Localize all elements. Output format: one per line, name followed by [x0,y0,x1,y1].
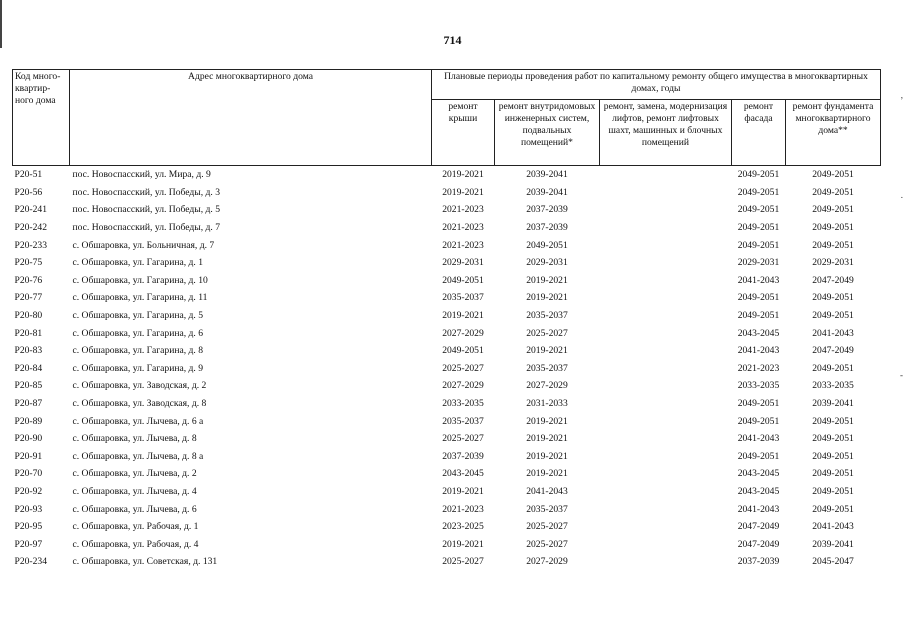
table-row [13,324,881,342]
table-row [13,448,881,466]
cell-engineering: 2027-2029 [526,380,568,392]
table-row [13,518,881,536]
cell-roof: 2035-2037 [442,292,484,304]
cell-foundation: 2049-2051 [812,169,854,181]
header-periods-group: Плановые периоды проведения работ по капитальному ремонту общего имущества в многоквартирных домах, годы [432,70,881,100]
cell-roof: 2019-2021 [442,169,484,181]
cell-foundation: 2033-2035 [812,380,854,392]
cell-address: пос. Новоспасский, ул. Победы, д. 3 [72,186,221,198]
cell-roof: 2023-2025 [442,521,484,533]
cell-engineering: 2035-2037 [526,503,568,515]
cell-roof: 2019-2021 [442,310,484,322]
header-engineering: ремонт внутридомовых инженерных систем, подвальных помещений* [495,100,600,166]
table-row [13,184,881,202]
cell-foundation: 2049-2051 [812,433,854,445]
cell-elevators [600,219,732,237]
cell-roof: 2021-2023 [442,222,484,234]
cell-address: с. Обшаровка, ул. Лычева, д. 2 [72,468,197,480]
table-row [13,236,881,254]
cell-engineering: 2035-2037 [526,362,568,374]
header-facade: ремонт фасада [732,100,786,166]
cell-engineering: 2031-2033 [526,398,568,410]
cell-code: Р20-242 [14,222,48,234]
cell-roof: 2037-2039 [442,450,484,462]
cell-facade: 2049-2051 [737,222,780,234]
cell-roof: 2043-2045 [442,468,484,480]
table-row [13,483,881,501]
cell-roof: 2027-2029 [442,327,484,339]
cell-address: с. Обшаровка, ул. Рабочая, д. 4 [72,538,199,550]
table-row [13,254,881,272]
cell-code: Р20-234 [14,556,48,568]
table-row [13,465,881,483]
cell-roof: 2021-2023 [442,239,484,251]
cell-address: с. Обшаровка, ул. Гагарина, д. 1 [72,257,204,269]
header-foundation: ремонт фундамента многоквартирного дома** [786,100,881,166]
cell-roof: 2019-2021 [442,538,484,550]
cell-roof: 2021-2023 [442,204,484,216]
cell-engineering: 2019-2021 [526,433,568,445]
cell-facade: 2049-2051 [737,398,780,410]
side-mark: , [900,90,903,100]
cell-code: Р20-95 [14,521,43,533]
side-mark: . [900,190,903,200]
cell-address: с. Обшаровка, ул. Гагарина, д. 9 [72,362,204,374]
cell-address: с. Обшаровка, ул. Гагарина, д. 6 [72,327,204,339]
cell-facade: 2033-2035 [737,380,780,392]
cell-engineering: 2039-2041 [526,169,568,181]
capital-repair-table [12,69,881,571]
cell-elevators [600,272,732,290]
cell-code: Р20-97 [14,538,43,550]
cell-elevators [600,535,732,553]
side-mark: - [900,370,903,380]
cell-foundation: 2047-2049 [812,274,854,286]
cell-roof: 2025-2027 [442,556,484,568]
table-row [13,430,881,448]
header-address: Адрес многоквартирного дома [70,70,432,166]
cell-code: Р20-233 [14,239,48,251]
cell-facade: 2043-2045 [737,485,780,497]
cell-code: Р20-87 [14,398,43,410]
cell-engineering: 2037-2039 [526,204,568,216]
cell-foundation: 2049-2051 [812,204,854,216]
cell-foundation: 2049-2051 [812,450,854,462]
table-row [13,307,881,325]
cell-address: с. Обшаровка, ул. Рабочая, д. 1 [72,521,199,533]
cell-facade: 2047-2049 [737,521,780,533]
cell-facade: 2041-2043 [737,345,780,357]
cell-roof: 2033-2035 [442,398,484,410]
cell-address: с. Обшаровка, ул. Лычева, д. 4 [72,485,197,497]
table-row [13,342,881,360]
cell-code: Р20-80 [14,310,43,322]
cell-address: с. Обшаровка, ул. Советская, д. 131 [72,556,218,568]
cell-roof: 2025-2027 [442,433,484,445]
cell-engineering: 2019-2021 [526,345,568,357]
cell-facade: 2047-2049 [737,538,780,550]
cell-foundation: 2049-2051 [812,503,854,515]
cell-address: с. Обшаровка, ул. Больничная, д. 7 [72,239,215,251]
cell-code: Р20-84 [14,362,43,374]
cell-elevators [600,254,732,272]
cell-elevators [600,395,732,413]
cell-engineering: 2019-2021 [526,450,568,462]
cell-address: с. Обшаровка, ул. Лычева, д. 8 а [72,450,204,462]
cell-facade: 2049-2051 [737,204,780,216]
cell-engineering: 2019-2021 [526,415,568,427]
cell-roof: 2049-2051 [442,274,484,286]
cell-address: с. Обшаровка, ул. Лычева, д. 6 [72,503,197,515]
cell-roof: 2021-2023 [442,503,484,515]
cell-foundation: 2049-2051 [812,485,854,497]
cell-elevators [600,184,732,202]
cell-foundation: 2045-2047 [812,556,854,568]
cell-address: с. Обшаровка, ул. Лычева, д. 6 а [72,415,204,427]
cell-elevators [600,553,732,571]
cell-address: с. Обшаровка, ул. Гагарина, д. 5 [72,310,204,322]
page-number: 714 [443,33,462,47]
cell-roof: 2049-2051 [442,345,484,357]
header-roof: ремонт крыши [432,100,495,166]
header-elevators: ремонт, замена, модернизация лифтов, ремонт лифтовых шахт, машинных и блочных помещений [600,100,732,166]
cell-facade: 2029-2031 [737,257,780,269]
cell-address: с. Обшаровка, ул. Заводская, д. 2 [72,380,207,392]
cell-elevators [600,324,732,342]
cell-address: пос. Новоспасский, ул. Победы, д. 7 [72,222,221,234]
cell-foundation: 2041-2043 [812,327,854,339]
cell-foundation: 2049-2051 [812,362,854,374]
cell-elevators [600,500,732,518]
cell-facade: 2041-2043 [737,503,780,515]
cell-engineering: 2035-2037 [526,310,568,322]
cell-engineering: 2039-2041 [526,186,568,198]
cell-code: Р20-76 [14,274,43,286]
cell-foundation: 2047-2049 [812,345,854,357]
cell-code: Р20-56 [14,186,43,198]
cell-code: Р20-77 [14,292,43,304]
cell-facade: 2049-2051 [737,415,780,427]
cell-engineering: 2019-2021 [526,274,568,286]
cell-address: с. Обшаровка, ул. Заводская, д. 8 [72,398,207,410]
cell-code: Р20-70 [14,468,43,480]
header-code: Код много-квартир-ного дома [13,70,70,166]
cell-facade: 2041-2043 [737,433,780,445]
cell-address: с. Обшаровка, ул. Гагарина, д. 11 [72,292,208,304]
cell-code: Р20-90 [14,433,43,445]
cell-foundation: 2029-2031 [812,257,854,269]
cell-foundation: 2049-2051 [812,310,854,322]
table-row [13,377,881,395]
cell-engineering: 2025-2027 [526,327,568,339]
cell-facade: 2037-2039 [737,556,780,568]
cell-elevators [600,236,732,254]
cell-roof: 2019-2021 [442,186,484,198]
table-row [13,412,881,430]
table-row [13,360,881,378]
cell-elevators [600,465,732,483]
cell-code: Р20-51 [14,169,43,181]
cell-address: с. Обшаровка, ул. Лычева, д. 8 [72,433,197,445]
cell-engineering: 2049-2051 [526,239,568,251]
cell-code: Р20-93 [14,503,43,515]
cell-elevators [600,289,732,307]
cell-foundation: 2049-2051 [812,468,854,480]
cell-engineering: 2027-2029 [526,556,568,568]
cell-facade: 2043-2045 [737,327,780,339]
cell-elevators [600,360,732,378]
table-row [13,500,881,518]
cell-code: Р20-83 [14,345,43,357]
cell-elevators [600,166,732,184]
cell-elevators [600,448,732,466]
cell-elevators [600,483,732,501]
table-body [13,166,881,571]
cell-facade: 2049-2051 [737,310,780,322]
cell-code: Р20-89 [14,415,43,427]
cell-elevators [600,412,732,430]
table-row [13,201,881,219]
cell-roof: 2029-2031 [442,257,484,269]
cell-engineering: 2041-2043 [526,485,568,497]
cell-facade: 2049-2051 [737,186,780,198]
table-row [13,553,881,571]
cell-roof: 2027-2029 [442,380,484,392]
cell-foundation: 2041-2043 [812,521,854,533]
cell-engineering: 2019-2021 [526,292,568,304]
cell-foundation: 2039-2041 [812,398,854,410]
cell-engineering: 2025-2027 [526,521,568,533]
table-row [13,535,881,553]
cell-facade: 2041-2043 [737,274,780,286]
cell-foundation: 2049-2051 [812,186,854,198]
cell-engineering: 2029-2031 [526,257,568,269]
cell-facade: 2049-2051 [737,292,780,304]
table-row [13,289,881,307]
cell-engineering: 2025-2027 [526,538,568,550]
table-row [13,166,881,184]
cell-roof: 2035-2037 [442,415,484,427]
cell-code: Р20-91 [14,450,43,462]
cell-facade: 2021-2023 [737,362,780,374]
cell-code: Р20-81 [14,327,43,339]
cell-code: Р20-85 [14,380,43,392]
cell-roof: 2025-2027 [442,362,484,374]
cell-elevators [600,201,732,219]
cell-elevators [600,518,732,536]
cell-facade: 2049-2051 [737,239,780,251]
cell-facade: 2049-2051 [737,450,780,462]
table-row [13,272,881,290]
table-row [13,395,881,413]
cell-address: пос. Новоспасский, ул. Мира, д. 9 [72,169,211,181]
cell-address: с. Обшаровка, ул. Гагарина, д. 8 [72,345,204,357]
cell-engineering: 2019-2021 [526,468,568,480]
cell-foundation: 2049-2051 [812,415,854,427]
cell-engineering: 2037-2039 [526,222,568,234]
cell-facade: 2043-2045 [737,468,780,480]
cell-roof: 2019-2021 [442,485,484,497]
cell-code: Р20-75 [14,257,43,269]
cell-elevators [600,342,732,360]
table-row [13,219,881,237]
cell-elevators [600,377,732,395]
cell-facade: 2049-2051 [737,169,780,181]
cell-address: пос. Новоспасский, ул. Победы, д. 5 [72,204,221,216]
cell-elevators [600,307,732,325]
cell-elevators [600,430,732,448]
cell-address: с. Обшаровка, ул. Гагарина, д. 10 [72,274,208,286]
cell-foundation: 2039-2041 [812,538,854,550]
cell-foundation: 2049-2051 [812,222,854,234]
cell-foundation: 2049-2051 [812,292,854,304]
cell-code: Р20-241 [14,204,48,216]
cell-foundation: 2049-2051 [812,239,854,251]
cell-code: Р20-92 [14,485,43,497]
